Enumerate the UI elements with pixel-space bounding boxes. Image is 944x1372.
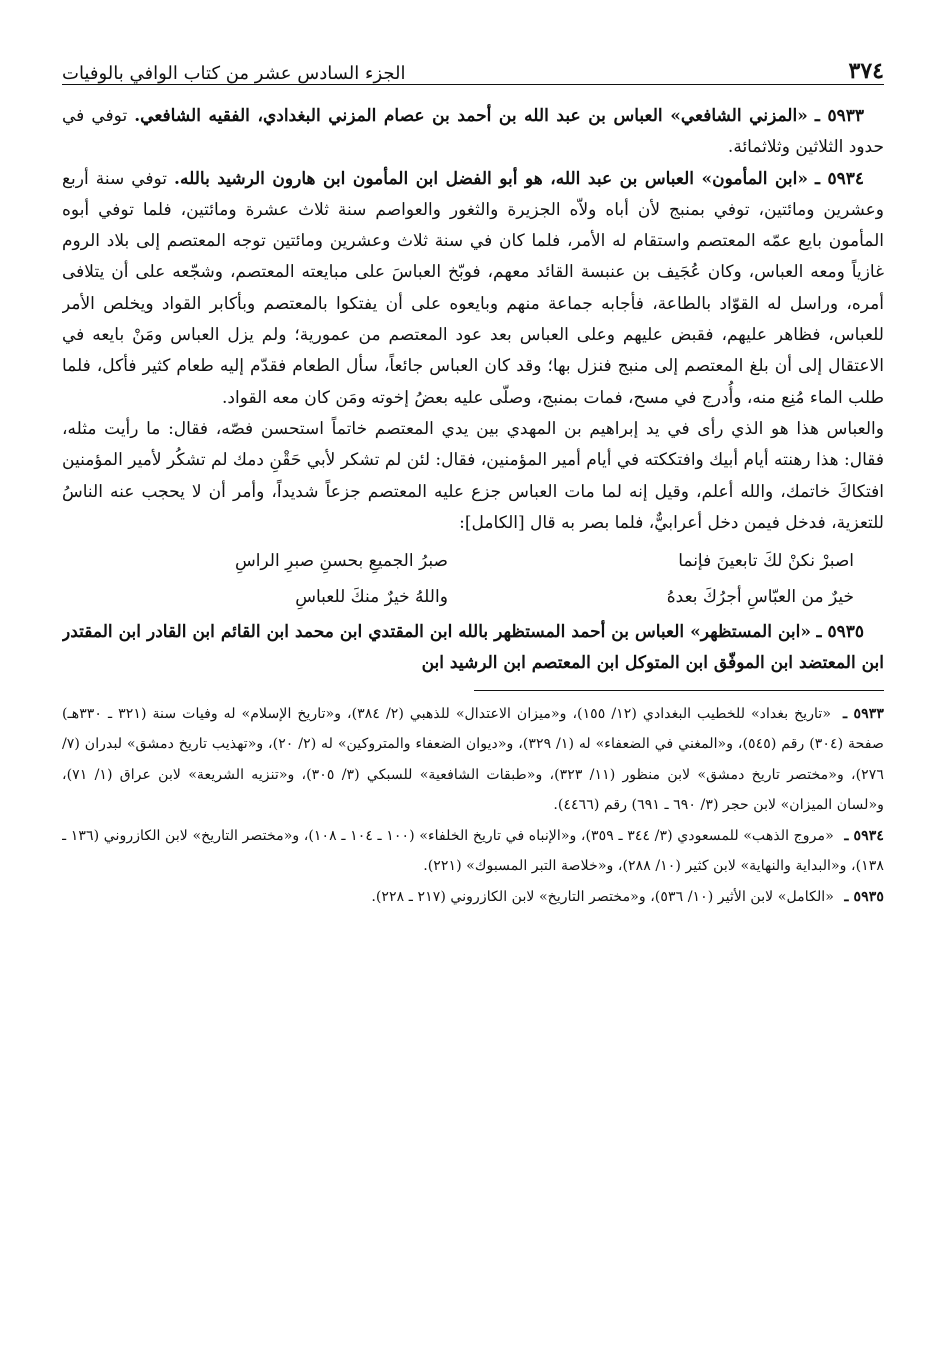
book-page: [62, 38, 884, 1358]
verse-second-hemistich: واللهُ خيرٌ منكَ للعباسِ: [295, 587, 448, 608]
entry-5934-paragraph-2: والعباس هذا هو الذي رأى في يد إبراهيم بن المهدي بين يدي المعتصم خاتماً استحسن فصّه، فقال: ما رأيت مثله، فقال: هذا رهنته أيام أبيك وافتككته في أيام أمير المؤمنين، فقال: لئن لم تشكر لأبي حَقْنِ دمك لم تشكُر لأمير المؤمنين افتكاكَ خاتمك، والله أعلم، وقيل إنه لما مات العباس جزع عليه المعتصم جزعاً شديداً، وأمر أن لا يحجب عنه الناسُ للتعزية، فدخل فيمن دخل أعرابيٌّ، فلما بصر به قال [الكامل]:: [62, 418, 884, 533]
entry-5933: [62, 101, 884, 164]
running-title: الجزء السادس عشر من كتاب الوافي بالوفيات: [62, 63, 406, 84]
verse-first-hemistich: اصبرْ نكنْ لكَ تابعينَ فإنما: [678, 551, 854, 572]
entry-5935: [62, 617, 884, 680]
page-number: ٣٧٤: [848, 58, 884, 84]
footnote-number: ٥٩٣٣ ـ: [842, 705, 884, 722]
entry-number: ٥٩٣٣ ـ: [814, 106, 864, 126]
footnotes: [62, 699, 884, 913]
poem: [62, 543, 884, 615]
verse-first-hemistich: خيرٌ من العبّاسِ أجرُكَ بعدهُ: [666, 587, 854, 608]
entry-heading: «ابن المأمون» العباس بن عبد الله، هو أبو الفضل ابن المأمون ابن هارون الرشيد بالله.: [174, 168, 808, 189]
footnote-5933: [62, 699, 884, 821]
footnote-5934: [62, 821, 884, 882]
main-text: [62, 101, 884, 680]
verse-second-hemistich: صبرُ الجميعِ بحسنِ صبرِ الراسِ: [234, 551, 448, 572]
entry-heading: «المزني الشافعي» العباس بن عبد الله بن أحمد بن عصام المزني البغدادي، الفقيه الشافعي.: [134, 106, 808, 126]
entry-5934: [62, 164, 884, 414]
footnote-divider: [474, 690, 884, 691]
footnote-number: ٥٩٣٥ ـ: [844, 888, 884, 905]
entry-body: توفي سنة أربع وعشرين ومائتين، توفي بمنبج لأن أباه ولاّه الجزيرة والثغور والعواصم سنة ثلاث عشرة ومائتين، فلما توفي أبوه المأمون بايع عمّه المعتصم واستقام له الأمر، فلما كان في سنة ثلاث وعشرين ومائتين توجه المعتصم إلى بلاد الروم غازياً ومعه العباس، وكان عُجَيف بن عنبسة القائد معهم، فوبّخ العباسَ على مبايعته المعتصم، وشجّعه على أن يتلافى أمره، وراسل له القوّاد بالطاعة، فأجابه جماعة منهم وبايعوه على أن يفتكوا بالمعتصم وبأكابر القواد ويخلص الأمر للعباس، فظاهر عليهم، فقبض عليهم وعلى العباس بعد عود المعتصم من عمورية؛ ولم يزل العباس ومَنْ بايعه في الاعتقال إلى أن بلغ المعتصم إلى منبج فنزل بها؛ وقد كان العباس جائعاً، سأل الطعام فقدّم إليه طعام كثير فأكل، فلما طلب الماء مُنِع منه، وأُدرج في مسح، فمات بمنبج، وصلّى عليه بعضُ إخوته ومَن كان معه القواد.: [62, 168, 884, 408]
entry-number: ٥٩٣٥ ـ: [816, 622, 865, 643]
entry-number: ٥٩٣٤ ـ: [814, 168, 865, 189]
footnote-number: ٥٩٣٤ ـ: [844, 827, 884, 844]
footnote-5935: [62, 882, 884, 913]
poem-verse: [62, 543, 884, 579]
poem-verse: [62, 579, 884, 615]
footnote-text: «تاريخ بغداد» للخطيب البغدادي (١٢/ ١٥٥)، و«ميزان الاعتدال» للذهبي (٢/ ٣٨٤)، و«تاريخ الإسلام» له وفيات سنة (٣٢١ ـ ٣٣٠هـ) صفحة (٣٠٤) رقم (٥٤٥)، و«المغني في الضعفاء» له (١/ ٣٢٩)، و«ديوان الضعفاء والمتروكين» له (٢/ ٢٠)، و«تهذيب تاريخ دمشق» لبدران (٧/ ٢٧٦)، و«مختصر تاريخ دمشق» لابن منظور (١١/ ٣٢٣)، و«طبقات الشافعية» للسبكي (٣/ ٣٠٥)، و«تنزيه الشريعة» لابن عراق (١/ ٧١)، و«لسان الميزان» لابن حجر (٣/ ٦٩٠ ـ ٦٩١) رقم (٤٤٦٦).: [62, 705, 884, 814]
entry-body: توفي في حدود الثلاثين وثلاثمائة.: [62, 106, 884, 158]
footnote-text: «الكامل» لابن الأثير (١٠/ ٥٣٦)، و«مختصر التاريخ» لابن الكازروني (٢١٧ ـ ٢٢٨).: [371, 888, 834, 905]
page-header: [62, 38, 884, 85]
footnote-text: «مروج الذهب» للمسعودي (٣/ ٣٤٤ ـ ٣٥٩)، و«الإنباه في تاريخ الخلفاء» (١٠٠ ـ ١٠٤ ـ ١٠٨)، و«مختصر التاريخ» لابن الكازروني (١٣٦ ـ ١٣٨)، و«البداية والنهاية» لابن كثير (١٠/ ٢٨٨)، و«خلاصة التبر المسبوك» (٢٢١).: [62, 827, 884, 875]
entry-heading: «ابن المستظهر» العباس بن أحمد المستظهر بالله ابن المقتدي ابن محمد ابن القائم ابن القادر ابن المقتدر ابن المعتضد ابن الموفّق ابن المتوكل ابن المعتصم ابن الرشيد ابن: [62, 622, 884, 674]
